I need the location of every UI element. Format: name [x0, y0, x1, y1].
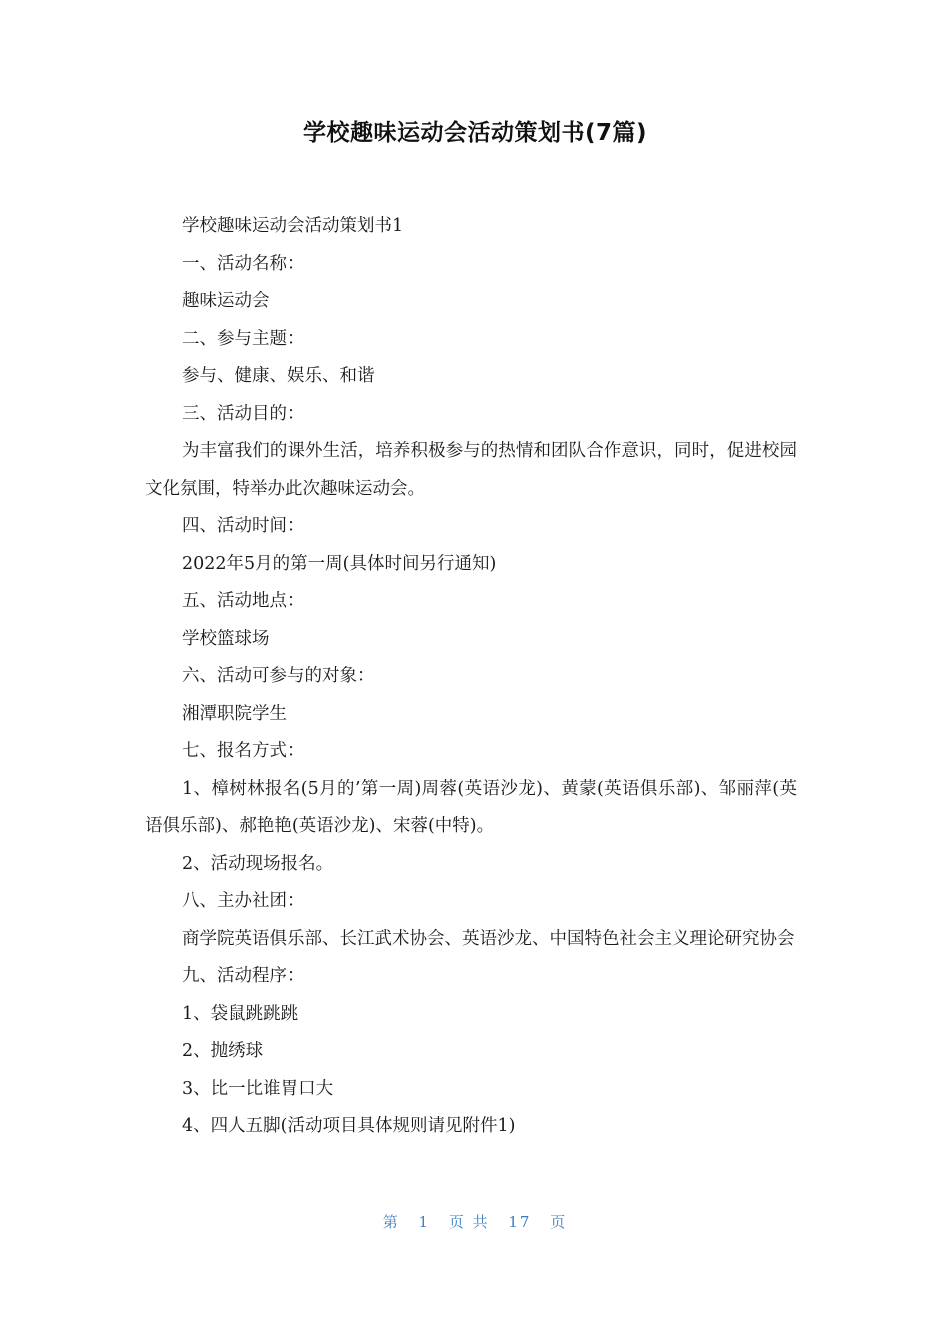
paragraph: 五、活动地点：: [182, 591, 305, 611]
paragraph: 参与、健康、娱乐、和谐: [182, 366, 375, 386]
paragraph: 1、樟树林报名(5月的’第一周)周蓉(英语沙龙)、黄蒙(英语俱乐部)、邹丽萍(英语俱乐部)、郝艳艳(英语沙龙)、宋蓉(中特)。: [145, 778, 797, 836]
paragraph: 八、主办社团：: [182, 891, 305, 911]
footer-label-page: 第: [382, 1213, 400, 1231]
paragraph: 趣味运动会: [182, 291, 270, 311]
paragraph: 七、报名方式：: [182, 741, 305, 761]
paragraph: 商学院英语俱乐部、长江武术协会、英语沙龙、中国特色社会主义理论研究协会: [182, 928, 795, 949]
paragraph: 湘潭职院学生: [182, 703, 287, 724]
paragraph: 4、四人五脚(活动项目具体规则请见附件1): [182, 1116, 516, 1136]
paragraph: 三、活动目的：: [182, 403, 305, 424]
paragraph: 3、比一比谁胃口大: [182, 1078, 334, 1099]
paragraph: 为丰富我们的课外生活，培养积极参与的热情和团队合作意识，同时，促进校园文化氛围，特举办此次趣味运动会。: [145, 441, 797, 499]
current-page-number: 1: [418, 1213, 431, 1231]
paragraph: 九、活动程序：: [182, 966, 305, 986]
total-pages-number: 17: [508, 1213, 532, 1231]
paragraph: 2、活动现场报名。: [182, 853, 334, 874]
document-body: [145, 208, 797, 1146]
paragraph: 2、抛绣球: [182, 1041, 264, 1061]
footer-label-pages: 页: [550, 1213, 568, 1231]
paragraph: 二、参与主题：: [182, 328, 305, 349]
page-footer: [0, 1211, 950, 1232]
footer-label-page-of: 页 共: [448, 1213, 490, 1231]
document-title: 学校趣味运动会活动策划书(7篇): [302, 120, 648, 146]
paragraph: 学校趣味运动会活动策划书1: [182, 216, 404, 236]
paragraph: 1、袋鼠跳跳跳: [182, 1003, 299, 1024]
paragraph: 一、活动名称：: [182, 253, 305, 274]
paragraph: 六、活动可参与的对象：: [182, 666, 375, 686]
paragraph: 四、活动时间：: [182, 516, 305, 536]
paragraph: 学校篮球场: [182, 628, 270, 649]
paragraph: 2022年5月的第一周(具体时间另行通知): [182, 553, 497, 574]
